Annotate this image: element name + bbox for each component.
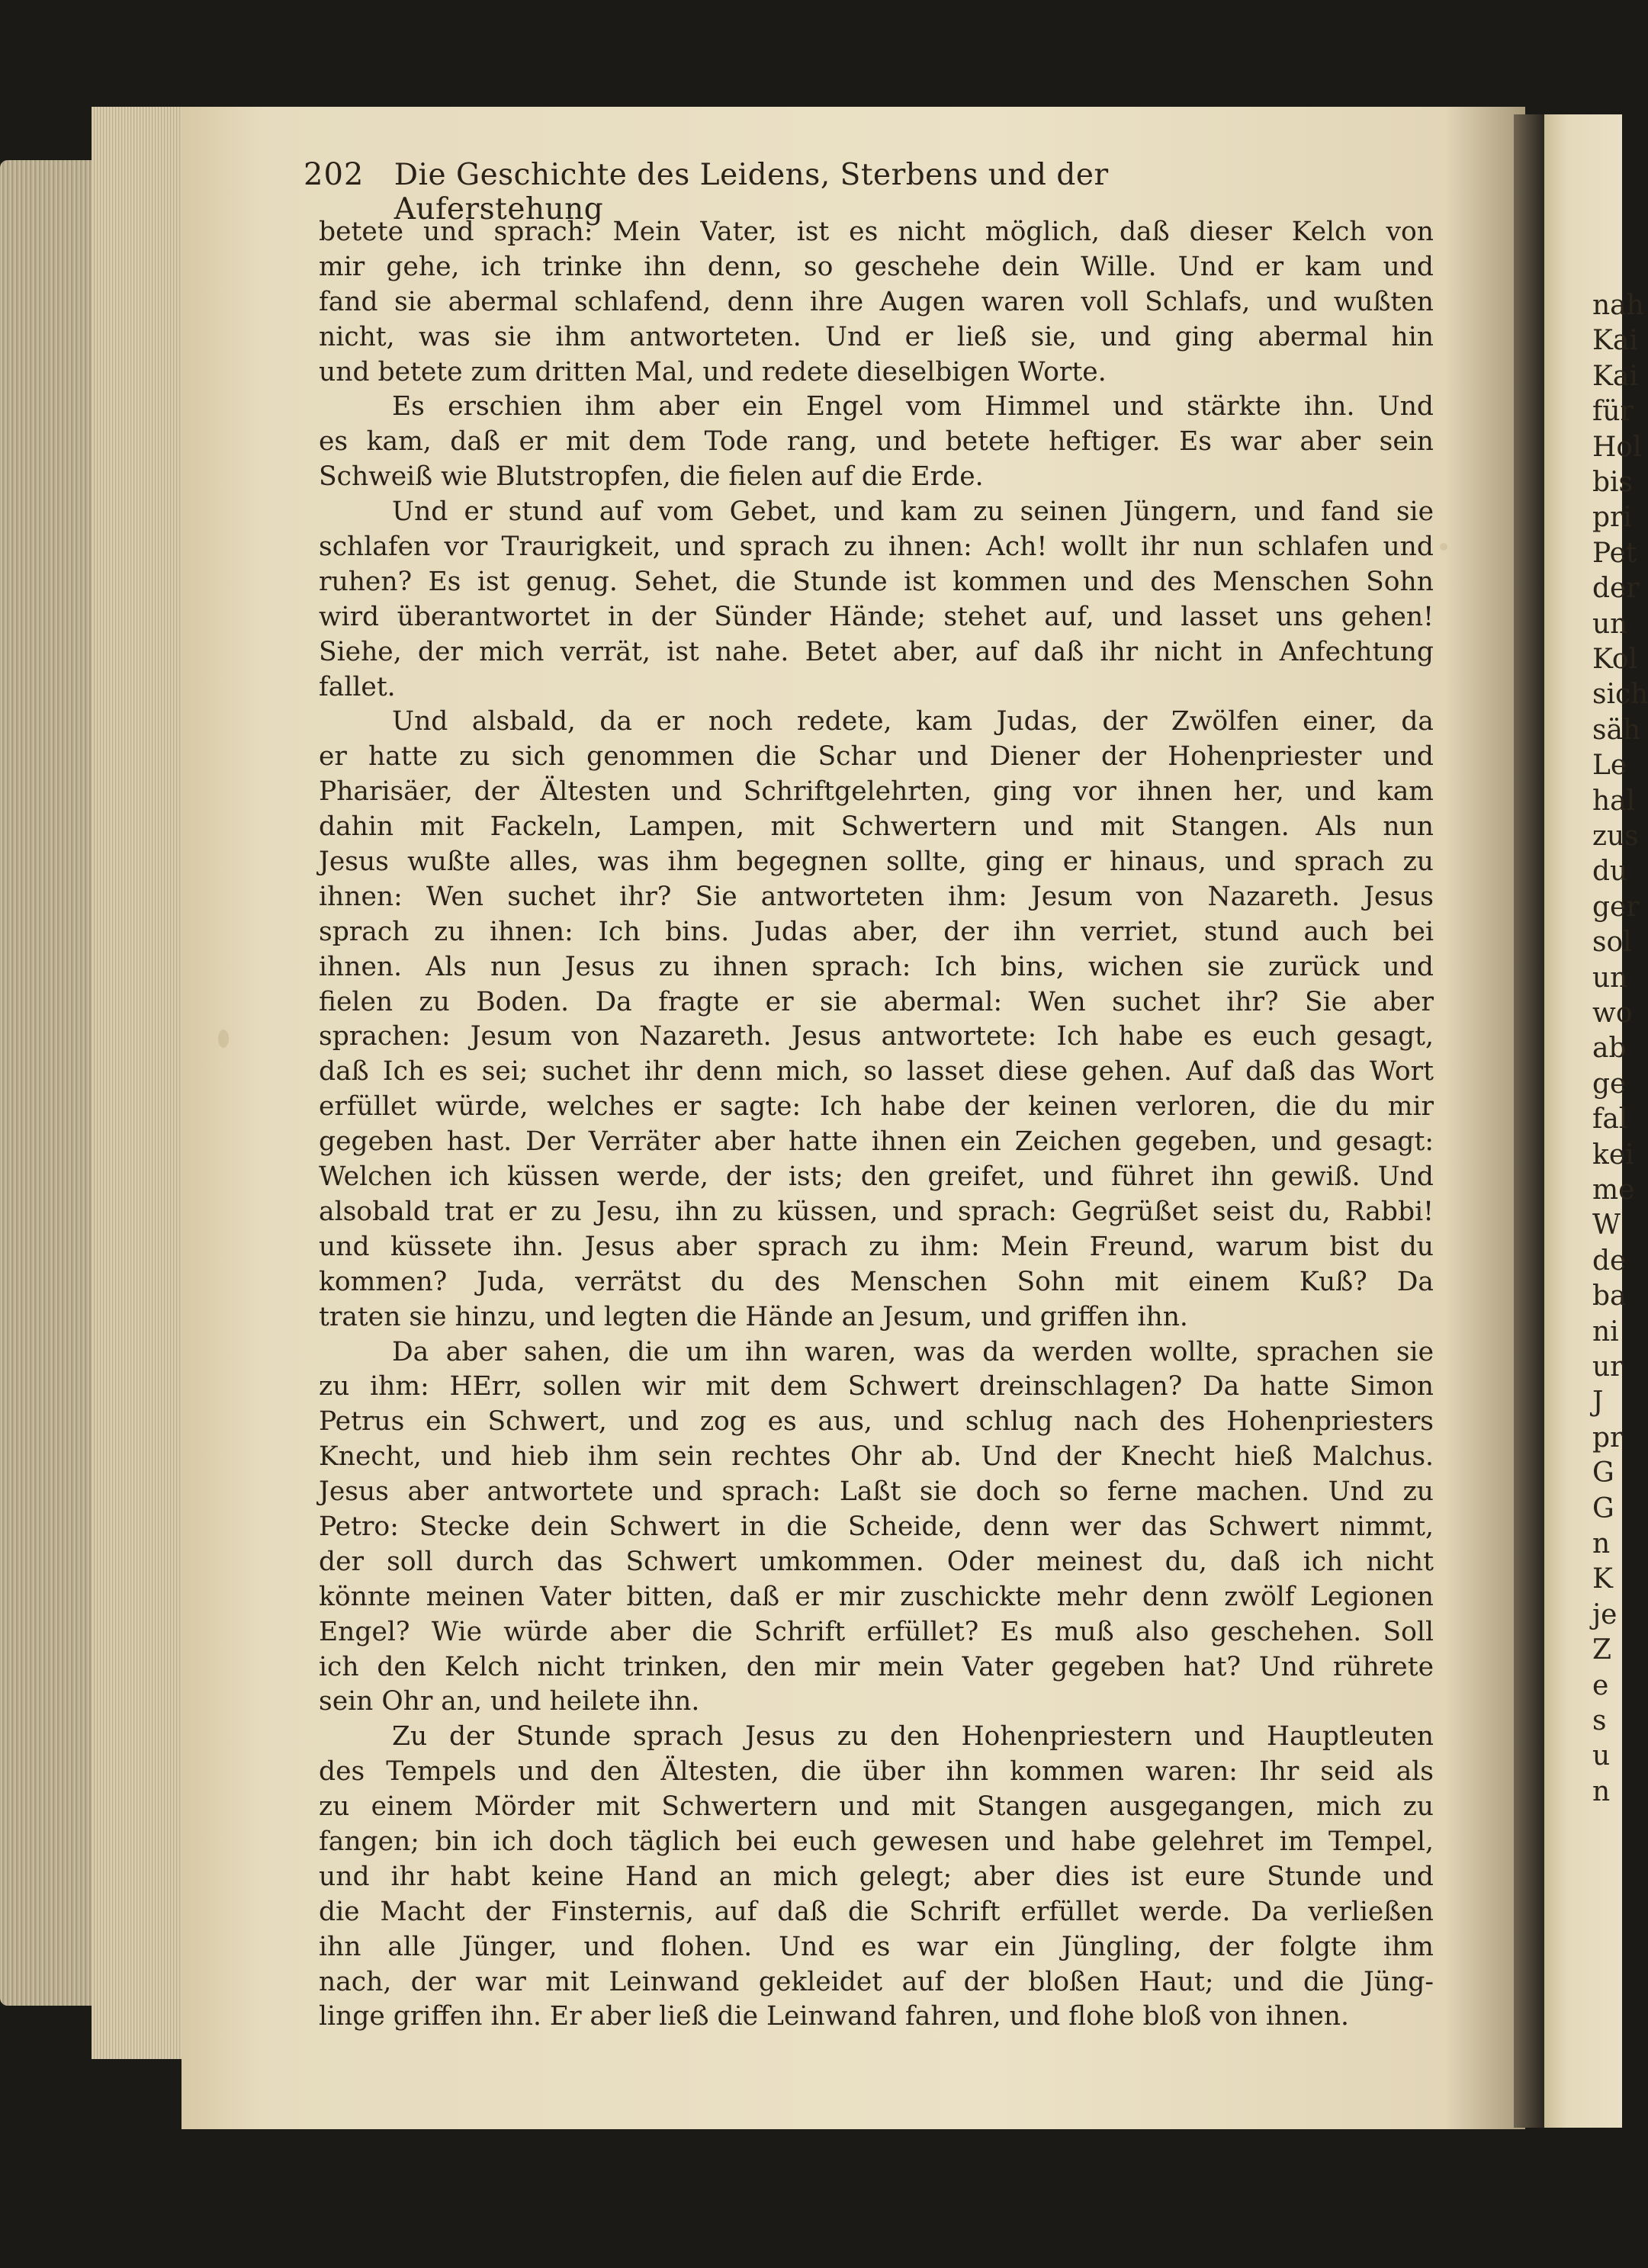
text-line: mir gehe, ich trinke ihn denn, so geschehe dein Wille. Und er kam und [319,251,1434,282]
text-line: fielen zu Boden. Da fragte er sie abermal: Wen suchet ihr? Sie aber [319,986,1434,1017]
facing-page-fragment: G [1592,1457,1614,1489]
facing-page-fragment: sol [1592,927,1632,959]
text-line: Es erschien ihm aber ein Engel vom Himmel und stärkte ihn. Und [392,391,1434,422]
text-line: ihn alle Jünger, und flohen. Und es war ein Jüngling, der folgte ihm [319,1931,1434,1962]
text-line: Welchen ich küssen werde, der ists; den greifet, und führet ihn gewiß. Und [319,1161,1434,1193]
text-line: des Tempels und den Ältesten, die über ihn kommen waren: Ihr seid als [319,1756,1434,1788]
body-text [319,215,1434,2035]
text-line: Petrus ein Schwert, und zog es aus, und schlug nach des Hohenpriesters [319,1406,1434,1438]
facing-page-fragment: pri [1592,502,1632,534]
facing-page-fragment: Le [1592,750,1627,782]
text-line: könnte meinen Vater bitten, daß er mir zuschickte mehr denn zwölf Legionen [319,1581,1434,1612]
text-line: Schweiß wie Blutstropfen, die fielen auf die Erde. [319,461,984,493]
facing-page-fragment: de [1592,1245,1627,1277]
text-line: Da aber sahen, die um ihn waren, was da werden wollte, sprachen sie [392,1336,1434,1367]
text-line: ihnen: Wen suchet ihr? Sie antworteten ihm: Jesum von Nazareth. Jesus [319,881,1434,912]
text-line: es kam, daß er mit dem Tode rang, und betete heftiger. Es war aber sein [319,426,1434,458]
facing-page-fragment: fal [1592,1103,1628,1136]
facing-page-fragment: Kai [1592,325,1638,357]
paper-stain [218,1030,229,1048]
facing-page-fragment: hal [1592,785,1636,817]
running-title: Die Geschichte des Leidens, Sterbens und der Auferstehung [394,158,1109,226]
facing-page-fragment: der [1592,573,1640,605]
facing-page-fragment: ab [1592,1033,1627,1065]
text-line: zu einem Mörder mit Schwertern und mit Stangen ausgegangen, mich zu [319,1791,1434,1823]
text-line: die Macht der Finsternis, auf daß die Schrift erfüllet werde. Da verließen [319,1896,1434,1927]
facing-page-fragment: s [1592,1705,1607,1736]
text-line: und betete zum dritten Mal, und redete dieselbigen Worte. [319,356,1107,387]
text-line: Pharisäer, der Ältesten und Schriftgelehrten, ging vor ihnen her, und kam [319,776,1434,808]
facing-page-fragment: für [1592,396,1634,428]
text-line: der soll durch das Schwert umkommen. Oder meinest du, daß ich nicht [319,1546,1434,1577]
text-line: Zu der Stunde sprach Jesus zu den Hohenpriestern und Hauptleuten [392,1721,1434,1752]
facing-page-fragment: n [1592,1775,1611,1807]
text-line: Engel? Wie würde aber die Schrift erfüllet? Es muß also geschehen. Soll [319,1616,1434,1647]
text-line: linge griffen ihn. Er aber ließ die Leinwand fahren, und flohe bloß von ihnen. [319,2001,1349,2032]
facing-page-fragment: ba [1592,1280,1627,1312]
text-line: und küssete ihn. Jesus aber sprach zu ihm: Mein Freund, warum bist du [319,1231,1434,1262]
text-line: schlafen vor Traurigkeit, und sprach zu ihnen: Ach! wollt ihr nun schlafen und [319,532,1434,563]
text-line: Und er stund auf vom Gebet, und kam zu seinen Jüngern, und fand sie [392,496,1434,528]
text-line: fand sie abermal schlafend, denn ihre Augen waren voll Schlafs, und wußten [319,286,1434,317]
facing-page-fragment: zus [1592,821,1639,852]
text-line: alsobald trat er zu Jesu, ihn zu küssen, und sprach: Gegrüßet seist du, Rabbi! [319,1196,1434,1227]
facing-page-fragment: Kol [1592,644,1638,675]
text-line: sein Ohr an, und heilete ihn. [319,1686,700,1717]
facing-page-fragment: pr [1592,1422,1624,1454]
facing-page-fragment: bis [1592,467,1634,498]
book-page-edges-upper [92,107,191,2059]
running-head [304,157,1318,226]
facing-page-fragment: un [1592,962,1628,994]
text-line: traten sie hinzu, und legten die Hände an Jesum, und griffen ihn. [319,1301,1188,1332]
facing-page-fragment: Pet [1592,537,1637,569]
text-line: dahin mit Fackeln, Lampen, mit Schwertern und mit Stangen. Als nun [319,811,1434,843]
facing-page-fragment: kei [1592,1139,1634,1171]
text-line: fallet. [319,671,396,702]
facing-page-fragment: me [1592,1174,1635,1206]
text-line: sprachen: Jesum von Nazareth. Jesus antwortete: Ich habe es euch gesagt, [319,1021,1434,1052]
facing-page-fragment: ni [1592,1316,1619,1348]
facing-page-fragment: sich [1592,679,1648,711]
paper-stain [1440,543,1447,551]
text-line: Jesus wußte alles, was ihm begegnen sollte, ging er hinaus, und sprach zu [319,846,1434,878]
text-line: daß Ich es sei; suchet ihr denn mich, so lasset diese gehen. Auf daß das Wort [319,1056,1434,1087]
facing-page-fragment: J [1592,1386,1604,1418]
text-line: nicht, was sie ihm antworteten. Und er ließ sie, und ging abermal hin [319,321,1434,352]
text-line: ich den Kelch nicht trinken, den mir mein Vater gegeben hat? Und rührete [319,1651,1434,1682]
facing-page-fragment: wo [1592,997,1633,1029]
facing-page-fragment: Hol [1592,431,1642,463]
text-line: zu ihm: HErr, sollen wir mit dem Schwert dreinschlagen? Da hatte Simon [319,1371,1434,1402]
facing-page-fragment: nah [1592,290,1644,321]
facing-page-fragment: ur [1592,1351,1624,1383]
facing-page-fragment: u [1592,1740,1611,1772]
facing-page-fragment: G [1592,1492,1614,1524]
text-line: gegeben hast. Der Verräter aber hatte ihnen ein Zeichen gegeben, und gesagt: [319,1126,1434,1158]
text-line: betete und sprach: Mein Vater, ist es nicht möglich, daß dieser Kelch von [319,217,1434,247]
facing-page-fragment: K [1592,1563,1613,1595]
book-gutter [1514,114,1544,2128]
text-line: Und alsbald, da er noch redete, kam Judas, der Zwölfen einer, da [392,706,1434,737]
text-line: Petro: Stecke dein Schwert in die Scheide, denn wer das Schwert nimmt, [319,1511,1434,1542]
text-line: und ihr habt keine Hand an mich gelegt; aber dies ist eure Stunde und [319,1861,1434,1892]
facing-page-fragment: e [1592,1669,1609,1701]
text-line: ihnen. Als nun Jesus zu ihnen sprach: Ich bins, wichen sie zurück und [319,951,1434,982]
facing-page-fragment: Z [1592,1634,1612,1666]
facing-page-fragment: du [1592,856,1628,888]
text-line: fangen; bin ich doch täglich bei euch gewesen und habe gelehret im Tempel, [319,1826,1434,1857]
text-line: kommen? Juda, verrätst du des Menschen Sohn mit einem Kuß? Da [319,1266,1434,1297]
text-line: Jesus aber antwortete und sprach: Laßt sie doch so ferne machen. Und zu [319,1476,1434,1508]
page-number: 202 [304,157,365,192]
facing-page-fragment: n [1592,1528,1611,1560]
text-line: er hatte zu sich genommen die Schar und Diener der Hohenpriester und [319,741,1434,773]
facing-page-fragment: W [1592,1209,1621,1242]
text-line: ruhen? Es ist genug. Sehet, die Stunde ist kommen und des Menschen Sohn [319,566,1434,597]
facing-page-fragment: ger [1592,891,1640,923]
text-line: Knecht, und hieb ihm sein rechtes Ohr ab. Und der Knecht hieß Malchus. [319,1441,1434,1473]
text-line: nach, der war mit Leinwand gekleidet auf der bloßen Haut; und die Jüng- [319,1966,1434,1997]
facing-page-fragment: ge [1592,1068,1627,1100]
text-line: wird überantwortet in der Sünder Hände; stehet auf, und lasset uns gehen! [319,601,1434,632]
text-line: Siehe, der mich verrät, ist nahe. Betet aber, auf daß ihr nicht in Anfechtung [319,636,1434,667]
facing-page [1544,114,1648,2128]
facing-page-fragment: un [1592,608,1628,640]
text-line: sprach zu ihnen: Ich bins. Judas aber, der ihn verriet, stund auch bei [319,916,1434,947]
facing-page-fragment: säh [1592,714,1641,746]
facing-page-fragment: Kai [1592,360,1638,392]
text-line: erfüllet würde, welches er sagte: Ich habe der keinen verloren, die du mir [319,1091,1434,1123]
facing-page-fragment: je [1592,1598,1617,1630]
